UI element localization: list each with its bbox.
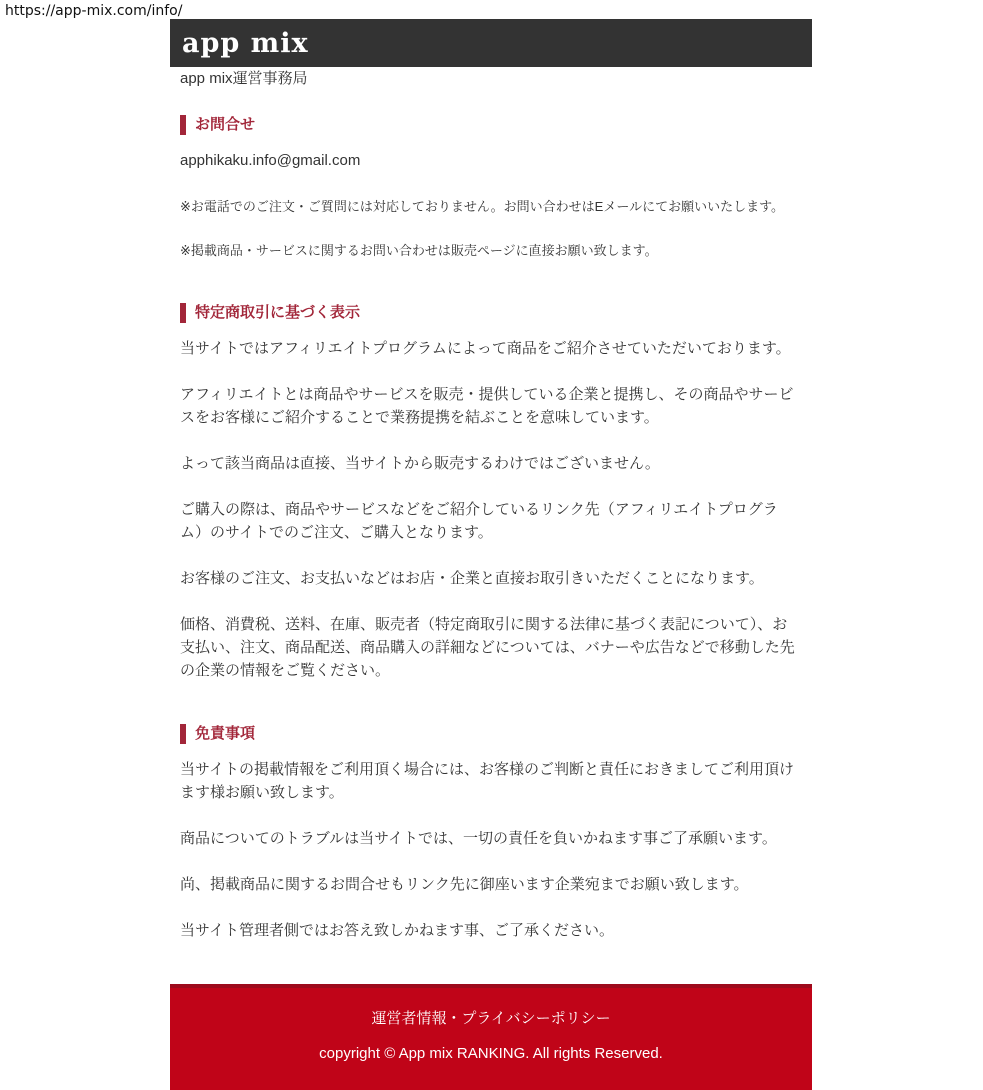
section-commercial-law: [180, 303, 800, 682]
paragraph: アフィリエイトとは商品やサービスを販売・提供している企業と提携し、その商品やサービスをお客様にご紹介することで業務提携を結ぶことを意味しています。: [180, 386, 794, 426]
section-heading-commercial-law: 特定商取引に基づく表示: [180, 303, 800, 323]
site-title[interactable]: app mix: [182, 27, 309, 59]
page-container: [170, 19, 812, 1090]
paragraph: 当サイトではアフィリエイトプログラムによって商品をご紹介させていただいております。: [180, 340, 791, 357]
paragraph: お客様のご注文、お支払いなどはお店・企業と直接お取引きいただくことになります。: [180, 570, 764, 587]
contact-email[interactable]: apphikaku.info@gmail.com: [180, 152, 361, 169]
footer-privacy-policy-link[interactable]: 運営者情報・プライバシーポリシー: [371, 1010, 611, 1027]
section-disclaimer: [180, 724, 800, 942]
paragraph: 商品についてのトラブルは当サイトでは、一切の責任を負いかねます事ご了承願います。: [180, 830, 777, 847]
section-heading-contact: お問合せ: [180, 115, 800, 135]
paragraph: よって該当商品は直接、当サイトから販売するわけではございません。: [180, 455, 660, 472]
paragraph: 当サイト管理者側ではお答え致しかねます事、ご了承ください。: [180, 922, 614, 939]
contact-note-phone: ※お電話でのご注文・ご質問には対応しておりません。お問い合わせはEメールにてお願いいたします。: [180, 199, 785, 214]
browser-url-text: https://app-mix.com/info/: [5, 3, 183, 19]
page-content: [170, 67, 812, 942]
paragraph: 尚、掲載商品に関するお問合せもリンク先に御座います企業宛までお願い致します。: [180, 876, 749, 893]
site-header: [170, 19, 812, 67]
contact-note-products: ※掲載商品・サービスに関するお問い合わせは販売ページに直接お願い致します。: [180, 243, 658, 258]
site-footer: [170, 984, 812, 1090]
paragraph: ご購入の際は、商品やサービスなどをご紹介しているリンク先（アフィリエイトプログラム）のサイトでのご注文、ご購入となります。: [180, 501, 778, 541]
section-heading-disclaimer: 免責事項: [180, 724, 800, 744]
site-subtitle: app mix運営事務局: [180, 70, 308, 87]
paragraph: 当サイトの掲載情報をご利用頂く場合には、お客様のご判断と責任におきましてご利用頂けます様お願い致します。: [180, 761, 794, 801]
copyright-text: copyright © App mix RANKING. All rights Reserved.: [319, 1045, 663, 1062]
paragraph: 価格、消費税、送料、在庫、販売者（特定商取引に関する法律に基づく表記について）、お支払い、注文、商品配送、商品購入の詳細などについては、バナーや広告などで移動した先の企業の情報をご覧ください。: [180, 616, 795, 679]
section-contact: [180, 115, 800, 261]
